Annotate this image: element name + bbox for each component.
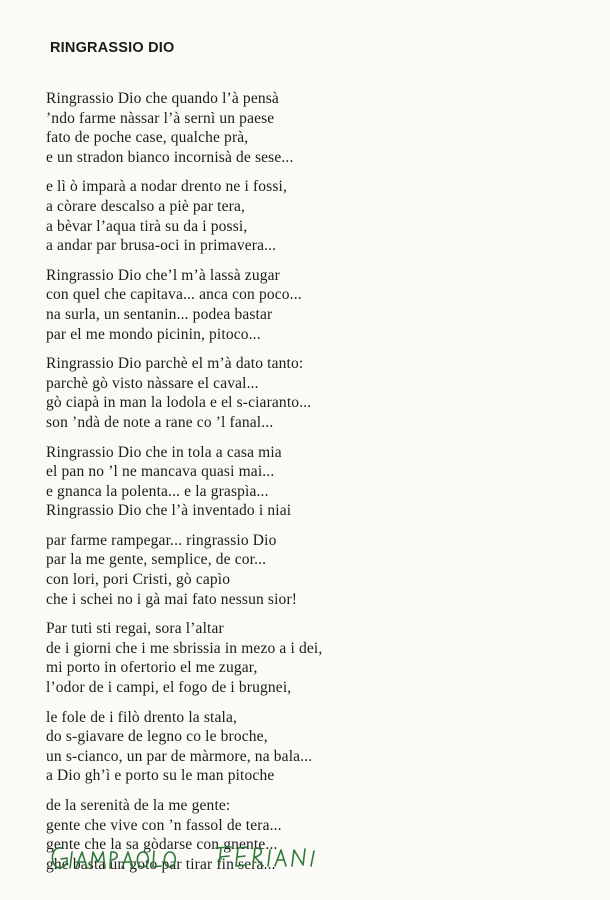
poem-line: mi porto in ofertorio el me zugar, [46,659,258,677]
poem-line: Ringrassio Dio parchè el m’à dato tanto: [46,355,304,373]
poem-line: gente che la sa gòdarse con gnente... [46,836,278,854]
poem-line: Ringrassio Dio che quando l’à pensà [46,90,279,107]
stanza [46,443,586,521]
stanza [46,619,586,697]
poem-line: Ringrassio Dio che l’à inventado i niai [46,502,292,520]
poem-line: el pan no ’l ne mancava quasi mai... [46,463,275,481]
signature-drawing [48,838,378,880]
poem-line: le fole de i filò drento la stala, [46,708,238,726]
poem-line: che i schei no i gà mai fato nessun sior! [46,590,298,608]
poem-line: gò ciapà in man la lodola e el s-ciaranto... [46,394,312,412]
poem-line: na surla, un sentanin... podea bastar [46,305,273,323]
poem-line: parchè gò visto nàssare el caval... [46,374,259,392]
poem-line: son ’ndà de note a rane co ’l fanal... [46,413,274,431]
poem-line: do s-giavare de legno co le broche, [46,728,268,746]
poem-line: ghe basta un goto par tirar fin sera... [46,855,276,873]
poem-line: a bèvar l’aqua tirà su da i possi, [46,217,248,235]
poem-line: Par tuti sti regai, sora l’altar [46,620,224,638]
poem-line: con quel che capitava... anca con poco... [46,286,302,304]
poem-line: a andar par brusa-oci in primavera... [46,237,277,255]
stanza [46,177,586,255]
poem-line: par farme rampegar... ringrassio Dio [46,531,277,549]
stanza [46,266,586,344]
poem-line: de la serenità de la me gente: [46,797,231,814]
poem-line: un s-cianco, un par de màrmore, na bala... [46,747,313,765]
stanza [46,354,586,432]
poem-line: a còrare descalso a piè par tera, [46,197,246,215]
poem-line: fato de poche case, qualche prà, [46,129,249,147]
poem-line: par el me mondo picinin, pitoco... [46,325,261,343]
poem-line: con lori, pori Cristi, gò capìo [46,571,231,589]
poem-line: a Dio gh’ì e porto su le man pitoche [46,767,275,785]
poem-line: e gnanca la polenta... e la graspìa... [46,482,269,500]
poem-line: e lì ò imparà a nodar drento ne i fossi, [46,178,288,196]
poem-line: par la me gente, semplice, de cor... [46,551,267,569]
poem-line: Ringrassio Dio che in tola a casa mia [46,443,282,461]
poem-title: RINGRASSIO DIO [50,40,175,56]
handwritten-signature [48,838,378,880]
poem-line: de i giorni che i me sbrissia in mezo a i dei, [46,639,323,657]
poem-line: l’odor de i campi, el fogo de i brugnei, [46,679,292,697]
poem-line: gente che vive con ’n fassol de tera... [46,816,282,834]
stanza [46,531,586,609]
stanza [46,708,586,786]
poem-body [46,89,586,884]
poem-line: ’ndo farme nàssar l’à sernì un paese [46,109,275,127]
poem-line: Ringrassio Dio che’l m’à lassà zugar [46,266,280,284]
stanza [46,89,586,167]
poem-line: e un stradon bianco incornisà de sese... [46,148,294,166]
